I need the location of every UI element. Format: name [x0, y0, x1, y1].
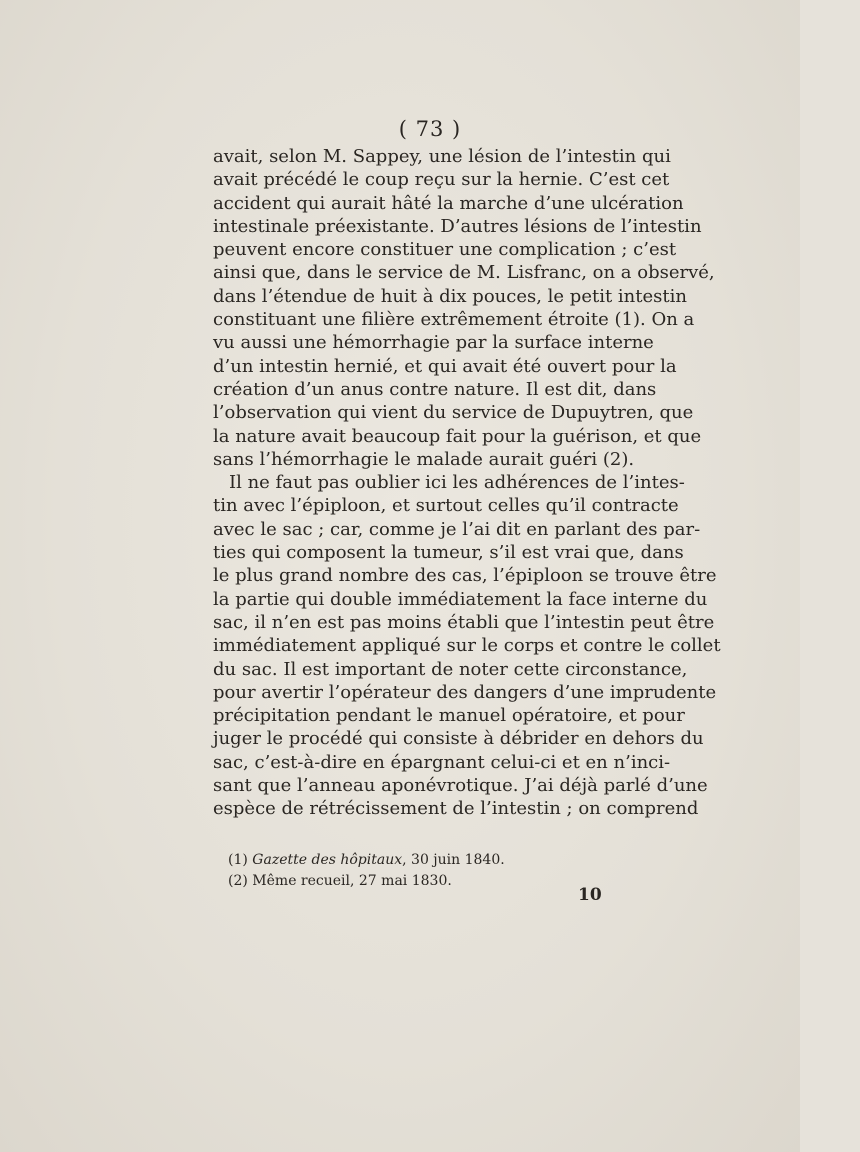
text-line: intestinale préexistante. D’autres lésions de l’intestin: [213, 215, 702, 237]
footnotes: [228, 850, 588, 892]
text-line: avec le sac ; car, comme je l’ai dit en parlant des par-: [213, 518, 701, 540]
text-line: constituant une filière extrêmement étroite (1). On a: [213, 309, 695, 331]
text-line: dans l’étendue de huit à dix pouces, le petit intestin: [213, 285, 687, 307]
body-text: [213, 145, 721, 821]
text-line: sac, c’est-à-dire en épargnant celui-ci et en n’inci-: [213, 751, 671, 773]
footnote-text: Même recueil, 27 mai 1830.: [252, 873, 452, 889]
text-line: sans l’hémorrhagie le malade aurait guéri (2).: [213, 448, 635, 470]
footnote-marker: (2): [228, 873, 248, 889]
text-line: tin avec l’épiploon, et surtout celles qu’il contracte: [213, 495, 679, 517]
text-line: précipitation pendant le manuel opératoire, et pour: [213, 705, 685, 727]
text-line: création d’un anus contre nature. Il est dit, dans: [213, 378, 657, 400]
paragraph-start-line: Il ne faut pas oublier ici les adhérences de l’intes-: [229, 472, 685, 494]
footnote-marker: (1): [228, 852, 248, 868]
text-line: le plus grand nombre des cas, l’épiploon se trouve être: [213, 565, 717, 587]
text-line: vu aussi une hémorrhagie par la surface interne: [213, 332, 654, 354]
footnote-text: , 30 juin 1840.: [402, 852, 505, 868]
text-line: d’un intestin hernié, et qui avait été ouvert pour la: [213, 355, 677, 377]
text-line: la partie qui double immédiatement la face interne du: [213, 588, 708, 610]
text-line: du sac. Il est important de noter cette circonstance,: [213, 658, 688, 680]
text-line: peuvent encore constituer une complication ; c’est: [213, 239, 677, 261]
text-line: pour avertir l’opérateur des dangers d’une imprudente: [213, 681, 717, 703]
page-number: ( 73 ): [398, 117, 462, 141]
text-line: ties qui composent la tumeur, s’il est vrai que, dans: [213, 542, 684, 564]
signature-mark: 10: [578, 885, 602, 905]
text-line: la nature avait beaucoup fait pour la guérison, et que: [213, 425, 702, 447]
text-line: juger le procédé qui consiste à débrider en dehors du: [213, 728, 704, 750]
text-line: sant que l’anneau aponévrotique. J’ai déjà parlé d’une: [213, 775, 708, 797]
footnote: [228, 850, 588, 871]
footnote: [228, 871, 588, 892]
text-line: l’observation qui vient du service de Dupuytren, que: [213, 402, 694, 424]
text-line: avait précédé le coup reçu sur la hernie. C’est cet: [213, 169, 670, 191]
text-line: espèce de rétrécissement de l’intestin ; on comprend: [213, 798, 699, 820]
text-line: accident qui aurait hâté la marche d’une ulcération: [213, 192, 684, 214]
text-line: immédiatement appliqué sur le corps et contre le collet: [213, 635, 721, 657]
text-line: ainsi que, dans le service de M. Lisfranc, on a observé,: [213, 262, 715, 284]
text-line: avait, selon M. Sappey, une lésion de l’intestin qui: [213, 146, 671, 167]
text-line: sac, il n’en est pas moins établi que l’intestin peut être: [213, 611, 715, 633]
footnote-source: Gazette des hôpitaux: [252, 852, 403, 868]
